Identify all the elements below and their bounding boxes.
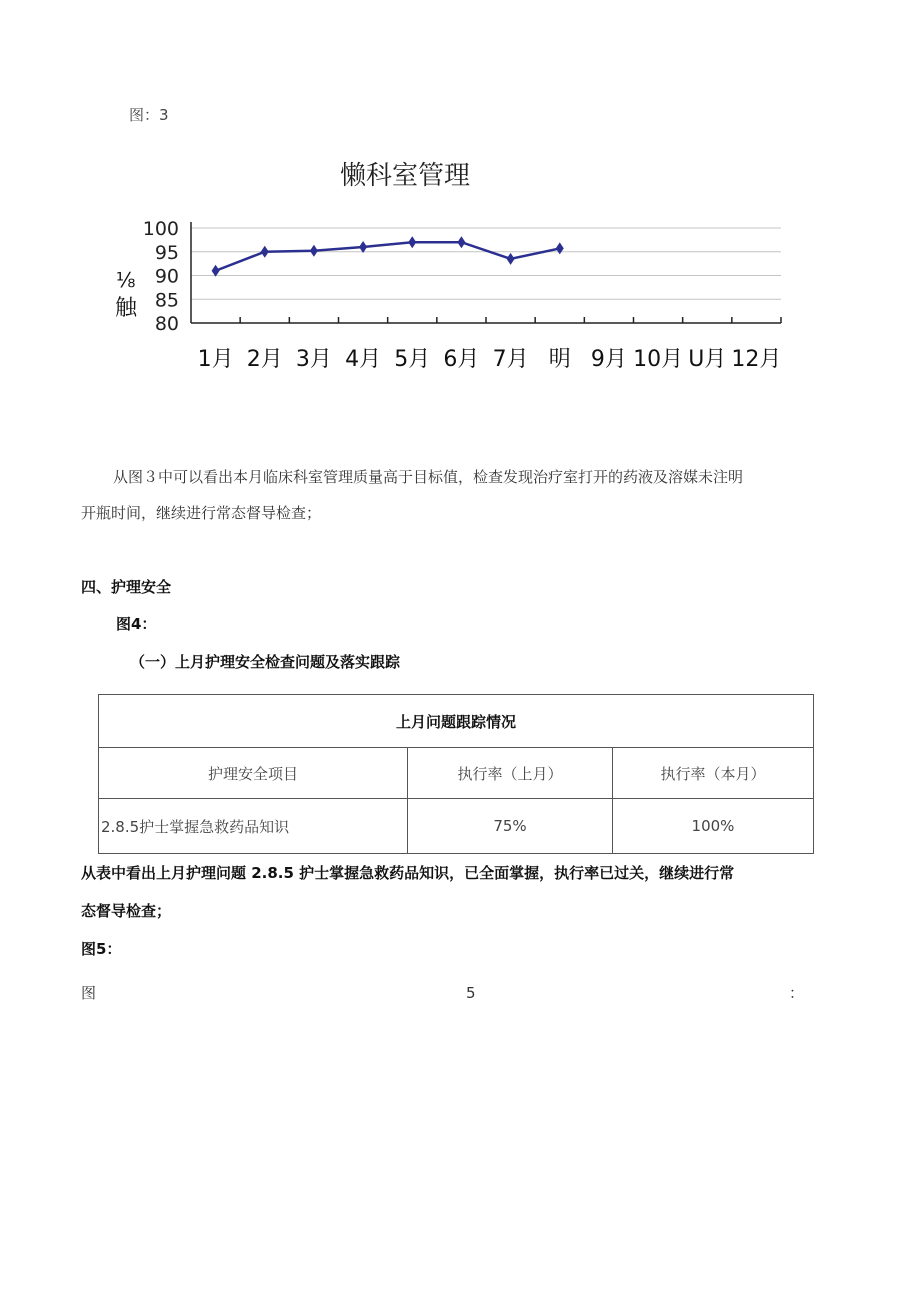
table-cell-this-month: 100% (613, 799, 814, 854)
data-point (359, 241, 367, 253)
x-tick-label: 9月 (590, 347, 627, 372)
paragraph-1-line-1: 从图３中可以看出本月临床科室管理质量高于目标值，检查发现治疗室打开的药液及溶媒未注明 (113, 468, 744, 486)
x-tick-label: 4月 (345, 347, 382, 372)
y-axis-label-bottom: 触 (115, 296, 138, 321)
x-tick-label: 7月 (492, 347, 529, 372)
x-tick-label: 明 (548, 347, 571, 372)
y-tick-label: 85 (154, 289, 179, 312)
table-header-this-month: 执行率（本月） (613, 748, 814, 799)
data-point (310, 245, 318, 257)
chart-title: 懒科室管理 (339, 161, 471, 191)
footer-fig-number: 5 (466, 984, 476, 1002)
paragraph-1-line-2: 开瓶时间，继续进行常态督导检查； (81, 504, 322, 522)
data-point (556, 242, 564, 254)
footer-fig-text: 图 (81, 984, 97, 1002)
tracking-table (98, 694, 814, 854)
x-tick-label: 6月 (443, 347, 480, 372)
line-chart (100, 150, 820, 380)
y-tick-label: 90 (154, 265, 179, 288)
data-point (457, 236, 465, 248)
x-tick-label: U月 (688, 347, 727, 372)
data-point (212, 265, 220, 277)
paragraph-2-line-2: 态督导检查； (81, 902, 172, 920)
data-point (507, 253, 515, 265)
x-tick-label: 5月 (394, 347, 431, 372)
paragraph-2-line-1: 从表中看出上月护理问题 2.8.5 护士掌握急救药品知识，已全面掌握，执行率已过关，继续进行常 (81, 864, 735, 882)
y-axis-label-top: ⅛ (116, 268, 136, 292)
x-tick-label: 3月 (295, 347, 332, 372)
table-header-last-month: 执行率（上月） (408, 748, 613, 799)
table-cell-item: 2.8.5护士掌握急救药品知识 (99, 799, 408, 854)
section-4-subheading: （一）上月护理安全检查问题及落实跟踪 (130, 653, 401, 671)
y-tick-label: 95 (154, 241, 179, 264)
table-title: 上月问题跟踪情况 (99, 695, 814, 748)
section-4-heading: 四、护理安全 (81, 578, 172, 596)
y-tick-label: 100 (142, 218, 179, 240)
table-cell-last-month: 75% (408, 799, 613, 854)
figure-3-label: 图：3 (129, 106, 169, 124)
data-point (408, 236, 416, 248)
figure-5-label: 图5： (81, 940, 122, 958)
figure-4-label: 图4： (116, 615, 157, 633)
table-row (99, 799, 814, 854)
x-tick-label: 1月 (197, 347, 234, 372)
table-header-item: 护理安全项目 (99, 748, 408, 799)
x-tick-label: 2月 (246, 347, 283, 372)
footer-fig-colon: ： (789, 984, 805, 1002)
x-tick-label: 10月 (633, 347, 684, 372)
table-header-row (99, 748, 814, 799)
y-tick-label: 80 (154, 313, 179, 335)
data-point (261, 246, 269, 258)
series-line (216, 242, 560, 271)
x-tick-label: 12月 (731, 347, 782, 372)
